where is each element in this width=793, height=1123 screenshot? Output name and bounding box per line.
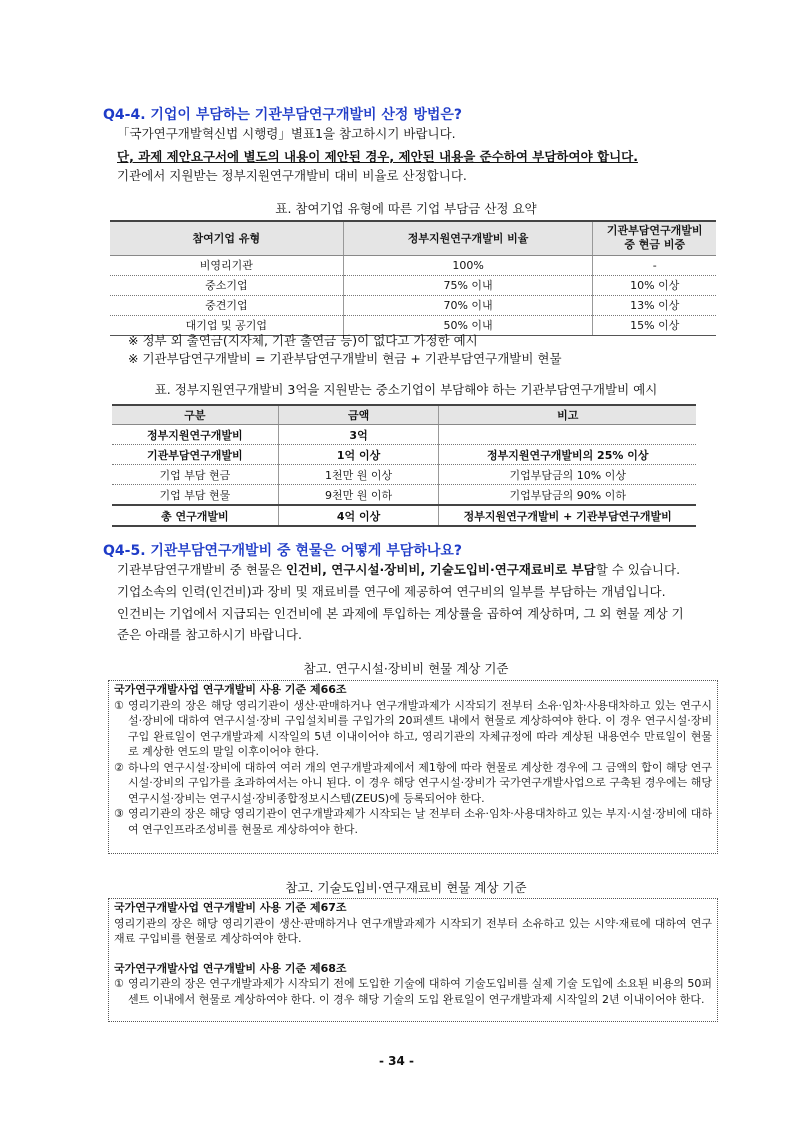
q44-line3: 기관에서 지원받는 정부지원연구개발비 대비 비율로 산정합니다. [117,168,467,183]
table-row [112,485,696,506]
table1-header-line [607,224,703,251]
table-cell: 기업 부담 현물 [112,485,278,506]
table-cell: 9천만 원 이하 [278,485,439,506]
table2-header: 구분 [112,405,278,425]
ref2-text1: 영리기관의 장은 해당 영리기관이 생산·판매하거나 연구개발과제가 시작되기 전부터 소유하고 있는 시약·재료에 대하여 연구재료 구입비를 현물로 계상하여야 한다. [114,916,712,945]
ref1-item [114,760,712,807]
page-number: - 34 - [378,1054,414,1068]
table-row [112,425,696,445]
table-cell: 100% [343,255,593,275]
item-text: 영리기관의 장은 해당 영리기관이 연구개발과제가 시작되는 날 전부터 소유·임차·사용대차하고 있는 부지·시설·장비에 대하여 연구인프라조성비를 현물로 계상하여야 한다. [128,807,712,836]
table-row [110,255,716,275]
q44-line2: 단, 과제 제안요구서에 별도의 내용이 제안된 경우, 제안된 내용을 준수하여 부담하여야 합니다. [117,149,638,164]
table-cell: 기업부담금의 10% 이상 [439,465,696,485]
ref1-item [114,698,712,760]
table-row [110,275,716,295]
item-number: ② [114,760,124,774]
table-cell: 기관부담연구개발비 [112,445,278,465]
ref1-heading: 국가연구개발사업 연구개발비 사용 기준 제66조 [114,683,347,696]
table-cell [439,425,696,445]
table-cell: 13% 이상 [593,295,716,315]
table-cell: 10% 이상 [593,275,716,295]
q45-p2: 기업소속의 인력(인건비)과 장비 및 재료비를 연구에 제공하여 연구비의 일부를 부담하는 개념입니다. [117,584,666,599]
table-cell: 총 연구개발비 [112,505,278,526]
table-cell: 3억 [278,425,439,445]
table-row [110,295,716,315]
table-cell: 중견기업 [110,295,343,315]
table1-header: 정부지원연구개발비 비율 [343,221,593,255]
ref2-item [114,976,712,1007]
table-row [112,505,696,526]
table-cell: 비영리기관 [110,255,343,275]
table1-header-part: 중 현금 비중 [624,238,686,252]
item-text: 영리기관의 장은 해당 영리기관이 생산·판매하거나 연구개발과제가 시작되기 전부터 소유·임차·사용대차하고 있는 연구시설·장비에 대하여 연구시설·장비 구입설치비를 구입가의 20퍼센트 내에서 현물로 계상하여야 한다. 이 경우 연구시설·장비 구입 완료일이 연구개발과제 시작일의 5년 이내이어야 하고, 영리기관의 자체규정에 따라 계상된 내용연수 만료일이 현물로 계상한 연도의 말일 이후이어야 한다. [128,698,712,758]
item-number: ① [114,977,124,990]
ref1-box [108,680,718,854]
table-cell: - [593,255,716,275]
q45-p1-post: 할 수 있습니다. [595,562,681,577]
table-cell: 정부지원연구개발비 + 기관부담연구개발비 [439,505,696,526]
table1-caption: 표. 참여기업 유형에 따른 기업 부담금 산정 요약 [275,201,537,216]
table1-header: 참여기업 유형 [110,221,343,255]
item-number: ③ [114,807,124,820]
ref2-box [108,898,718,1022]
table-cell: 정부지원연구개발비 [112,425,278,445]
table-cell: 기업 부담 현금 [112,465,278,485]
ref1-item [114,806,712,837]
ref2-heading2: 국가연구개발사업 연구개발비 사용 기준 제68조 [114,961,347,975]
ref1-caption: 참고. 연구시설·장비비 현물 계상 기준 [303,661,509,676]
q44-line1: 「국가연구개발혁신법 시행령」별표1을 참고하시기 바랍니다. [117,126,456,141]
table-cell: 기업부담금의 90% 이하 [439,485,696,506]
q45-p1 [117,561,680,579]
table-cell: 50% 이내 [343,315,593,335]
table-row [112,465,696,485]
table-row [112,445,696,465]
table-cell: 중소기업 [110,275,343,295]
q45-p1-pre: 기관부담연구개발비 중 현물은 [117,562,286,577]
q45-title: Q4-5. 기관부담연구개발비 중 현물은 어떻게 부담하나요? [103,543,463,559]
q45-p3a: 인건비는 기업에서 지급되는 인건비에 본 과제에 투입하는 계상률을 곱하여 계상하며, 그 외 현물 계상 기 [117,606,684,621]
item-text: 하나의 연구시설·장비에 대하여 여러 개의 연구개발과제에서 제1항에 따라 현물로 계상한 경우에 그 금액의 합이 해당 연구시설·장비의 구입가를 초과하여서는 아니 된다. 이 경우 해당 연구시설·장비가 국가연구개발사업으로 구축된 경우에는 해당 연구시설·장비는 연구시설·장비종합정보시스템(ZEUS)에 등록되어야 한다. [128,760,712,805]
table2-caption: 표. 정부지원연구개발비 3억을 지원받는 중소기업이 부담해야 하는 기관부담연구개발비 예시 [154,382,658,397]
table-cell: 1천만 원 이상 [278,465,439,485]
table-cell: 15% 이상 [593,315,716,335]
table2-header: 금액 [278,405,439,425]
item-number: ① [114,698,124,712]
table1-header-part: 기관부담연구개발비 [606,224,703,238]
q44-title: Q4-4. 기업이 부담하는 기관부담연구개발비 산정 방법은? [103,107,463,123]
ref2-heading1: 국가연구개발사업 연구개발비 사용 기준 제67조 [114,901,347,914]
table-cell: 4억 이상 [278,505,439,526]
table-cell: 1억 이상 [278,445,439,465]
table1-note2: ※ 기관부담연구개발비 = 기관부담연구개발비 현금 + 기관부담연구개발비 현물 [128,351,562,366]
q45-p1-bold: 인건비, 연구시설·장비비, 기술도입비·연구재료비로 부담 [285,562,596,577]
table1-header [593,221,716,255]
q45-p3b: 준은 아래를 참고하시기 바랍니다. [117,627,302,642]
table1 [110,220,716,336]
table-cell: 대기업 및 공기업 [110,315,343,335]
table2 [112,404,696,527]
table-cell: 75% 이내 [343,275,593,295]
table2-header: 비고 [439,405,696,425]
table-cell: 정부지원연구개발비의 25% 이상 [439,445,696,465]
item-text: 영리기관의 장은 연구개발과제가 시작되기 전에 도입한 기술에 대하여 기술도입비를 실제 기술 도입에 소요된 비용의 50퍼센트 이내에서 현물로 계상하여야 한다. 이 경우 해당 기술의 도입 완료일이 연구개발과제 시작일의 2년 이내이어야 한다. [128,977,712,1006]
table1-note1: ※ 정부 외 출연금(지자체, 기관 출연금 등)이 없다고 가정한 예시 [128,333,478,348]
ref2-caption: 참고. 기술도입비·연구재료비 현물 계상 기준 [285,880,527,895]
table-cell: 70% 이내 [343,295,593,315]
